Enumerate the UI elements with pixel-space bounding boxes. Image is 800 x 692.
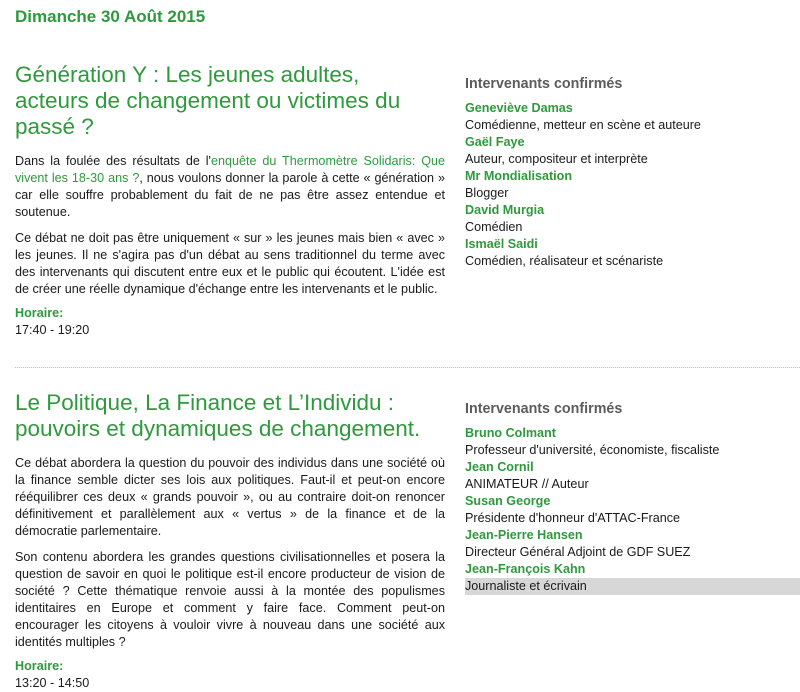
- section-divider: [15, 367, 800, 368]
- event-title-line: passé ?: [15, 114, 94, 139]
- event-paragraph: [15, 153, 445, 221]
- speaker-name: Geneviève Damas: [465, 101, 573, 115]
- event-body: [15, 153, 445, 298]
- speaker-role: Comédien: [465, 220, 523, 234]
- speakers-heading: Intervenants confirmés: [465, 76, 623, 92]
- speaker-role: Comédienne, metteur en scène et auteure: [465, 118, 701, 132]
- event-paragraph: Son contenu abordera les grandes questions civilisationnelles et posera la question de savoir en quoi le politique est-il encore producteur de vision de société ? Cette thématique renvoie aussi à la montée des populismes identitaires en Europe et comment y faire face. Comment peut-on encourager les citoyens à vouloir vivre à nouveau dans une société aux identités multiples ?: [15, 550, 445, 649]
- speaker-name: Gaël Faye: [465, 135, 525, 149]
- speakers-panel: [465, 75, 800, 270]
- event-date-heading: Dimanche 30 Août 2015: [15, 7, 206, 26]
- survey-link[interactable]: enquête du Thermomètre Solidaris: Que vivent les 18-30 ans ?: [15, 154, 446, 185]
- paragraph-text: , nous voulons donner la parole à cette « génération » car elle souffre probablement du fait de ne pas être assez entendue et soutenue.: [15, 171, 445, 219]
- schedule-label: Horaire:: [15, 659, 64, 673]
- event-title-line: Le Politique, La Finance et L’Individu :: [15, 390, 395, 415]
- event-body: [15, 455, 445, 651]
- speaker-name: Jean-François Kahn: [465, 562, 586, 576]
- speaker-name: Jean-Pierre Hansen: [465, 528, 583, 542]
- event-title: [15, 390, 445, 442]
- speakers-heading: Intervenants confirmés: [465, 401, 623, 417]
- speaker-role: Comédien, réalisateur et scénariste: [465, 254, 664, 268]
- schedule-value: 13:20 - 14:50: [15, 676, 90, 690]
- event-title-line: pouvoirs et dynamiques de changement.: [15, 416, 421, 441]
- speaker-name: David Murgia: [465, 203, 545, 217]
- speaker-role: Présidente d'honneur d'ATTAC-France: [465, 511, 681, 525]
- schedule-value: 17:40 - 19:20: [15, 323, 90, 337]
- event-title-line: acteurs de changement ou victimes du: [15, 88, 401, 113]
- speaker-role: Directeur Général Adjoint de GDF SUEZ: [465, 545, 691, 559]
- schedule-label: Horaire:: [15, 306, 64, 320]
- event-description: [15, 62, 445, 339]
- speaker-role: Professeur d'université, économiste, fiscaliste: [465, 443, 720, 457]
- speaker-role: Journaliste et écrivain: [465, 578, 800, 595]
- speaker-name: Susan George: [465, 494, 551, 508]
- speaker-role: Auteur, compositeur et interprète: [465, 152, 648, 166]
- event-title: [15, 62, 445, 140]
- speaker-name: Mr Mondialisation: [465, 169, 573, 183]
- paragraph-text: Dans la foulée des résultats de l': [15, 154, 211, 168]
- speaker-name: Jean Cornil: [465, 460, 534, 474]
- speakers-panel: [465, 400, 800, 595]
- speaker-role: ANIMATEUR // Auteur: [465, 477, 589, 491]
- event-title-line: Génération Y : Les jeunes adultes,: [15, 62, 360, 87]
- event-paragraph: Ce débat abordera la question du pouvoir des individus dans une société où la finance semble dicter ses lois aux politiques. Faut-il et peut-on encore rééquilibrer ces deux « grands pouvoir », ou au contraire doit-on renoncer définitivement et parallèlement aux « vertus » de la finance et de la démocratie parlementaire.: [15, 456, 445, 538]
- speaker-name: Ismaël Saidi: [465, 237, 538, 251]
- event-description: [15, 390, 445, 692]
- speaker-name: Bruno Colmant: [465, 426, 556, 440]
- speaker-role: Blogger: [465, 186, 509, 200]
- event-paragraph: Ce débat ne doit pas être uniquement « sur » les jeunes mais bien « avec » les jeunes. Il ne s'agira pas d'un débat au sens traditionnel du terme avec des intervenants qui discutent entre eux et le public qui écoutent. L'idée est de créer une réelle dynamique d'échange entre les intervenants et le public.: [15, 231, 445, 296]
